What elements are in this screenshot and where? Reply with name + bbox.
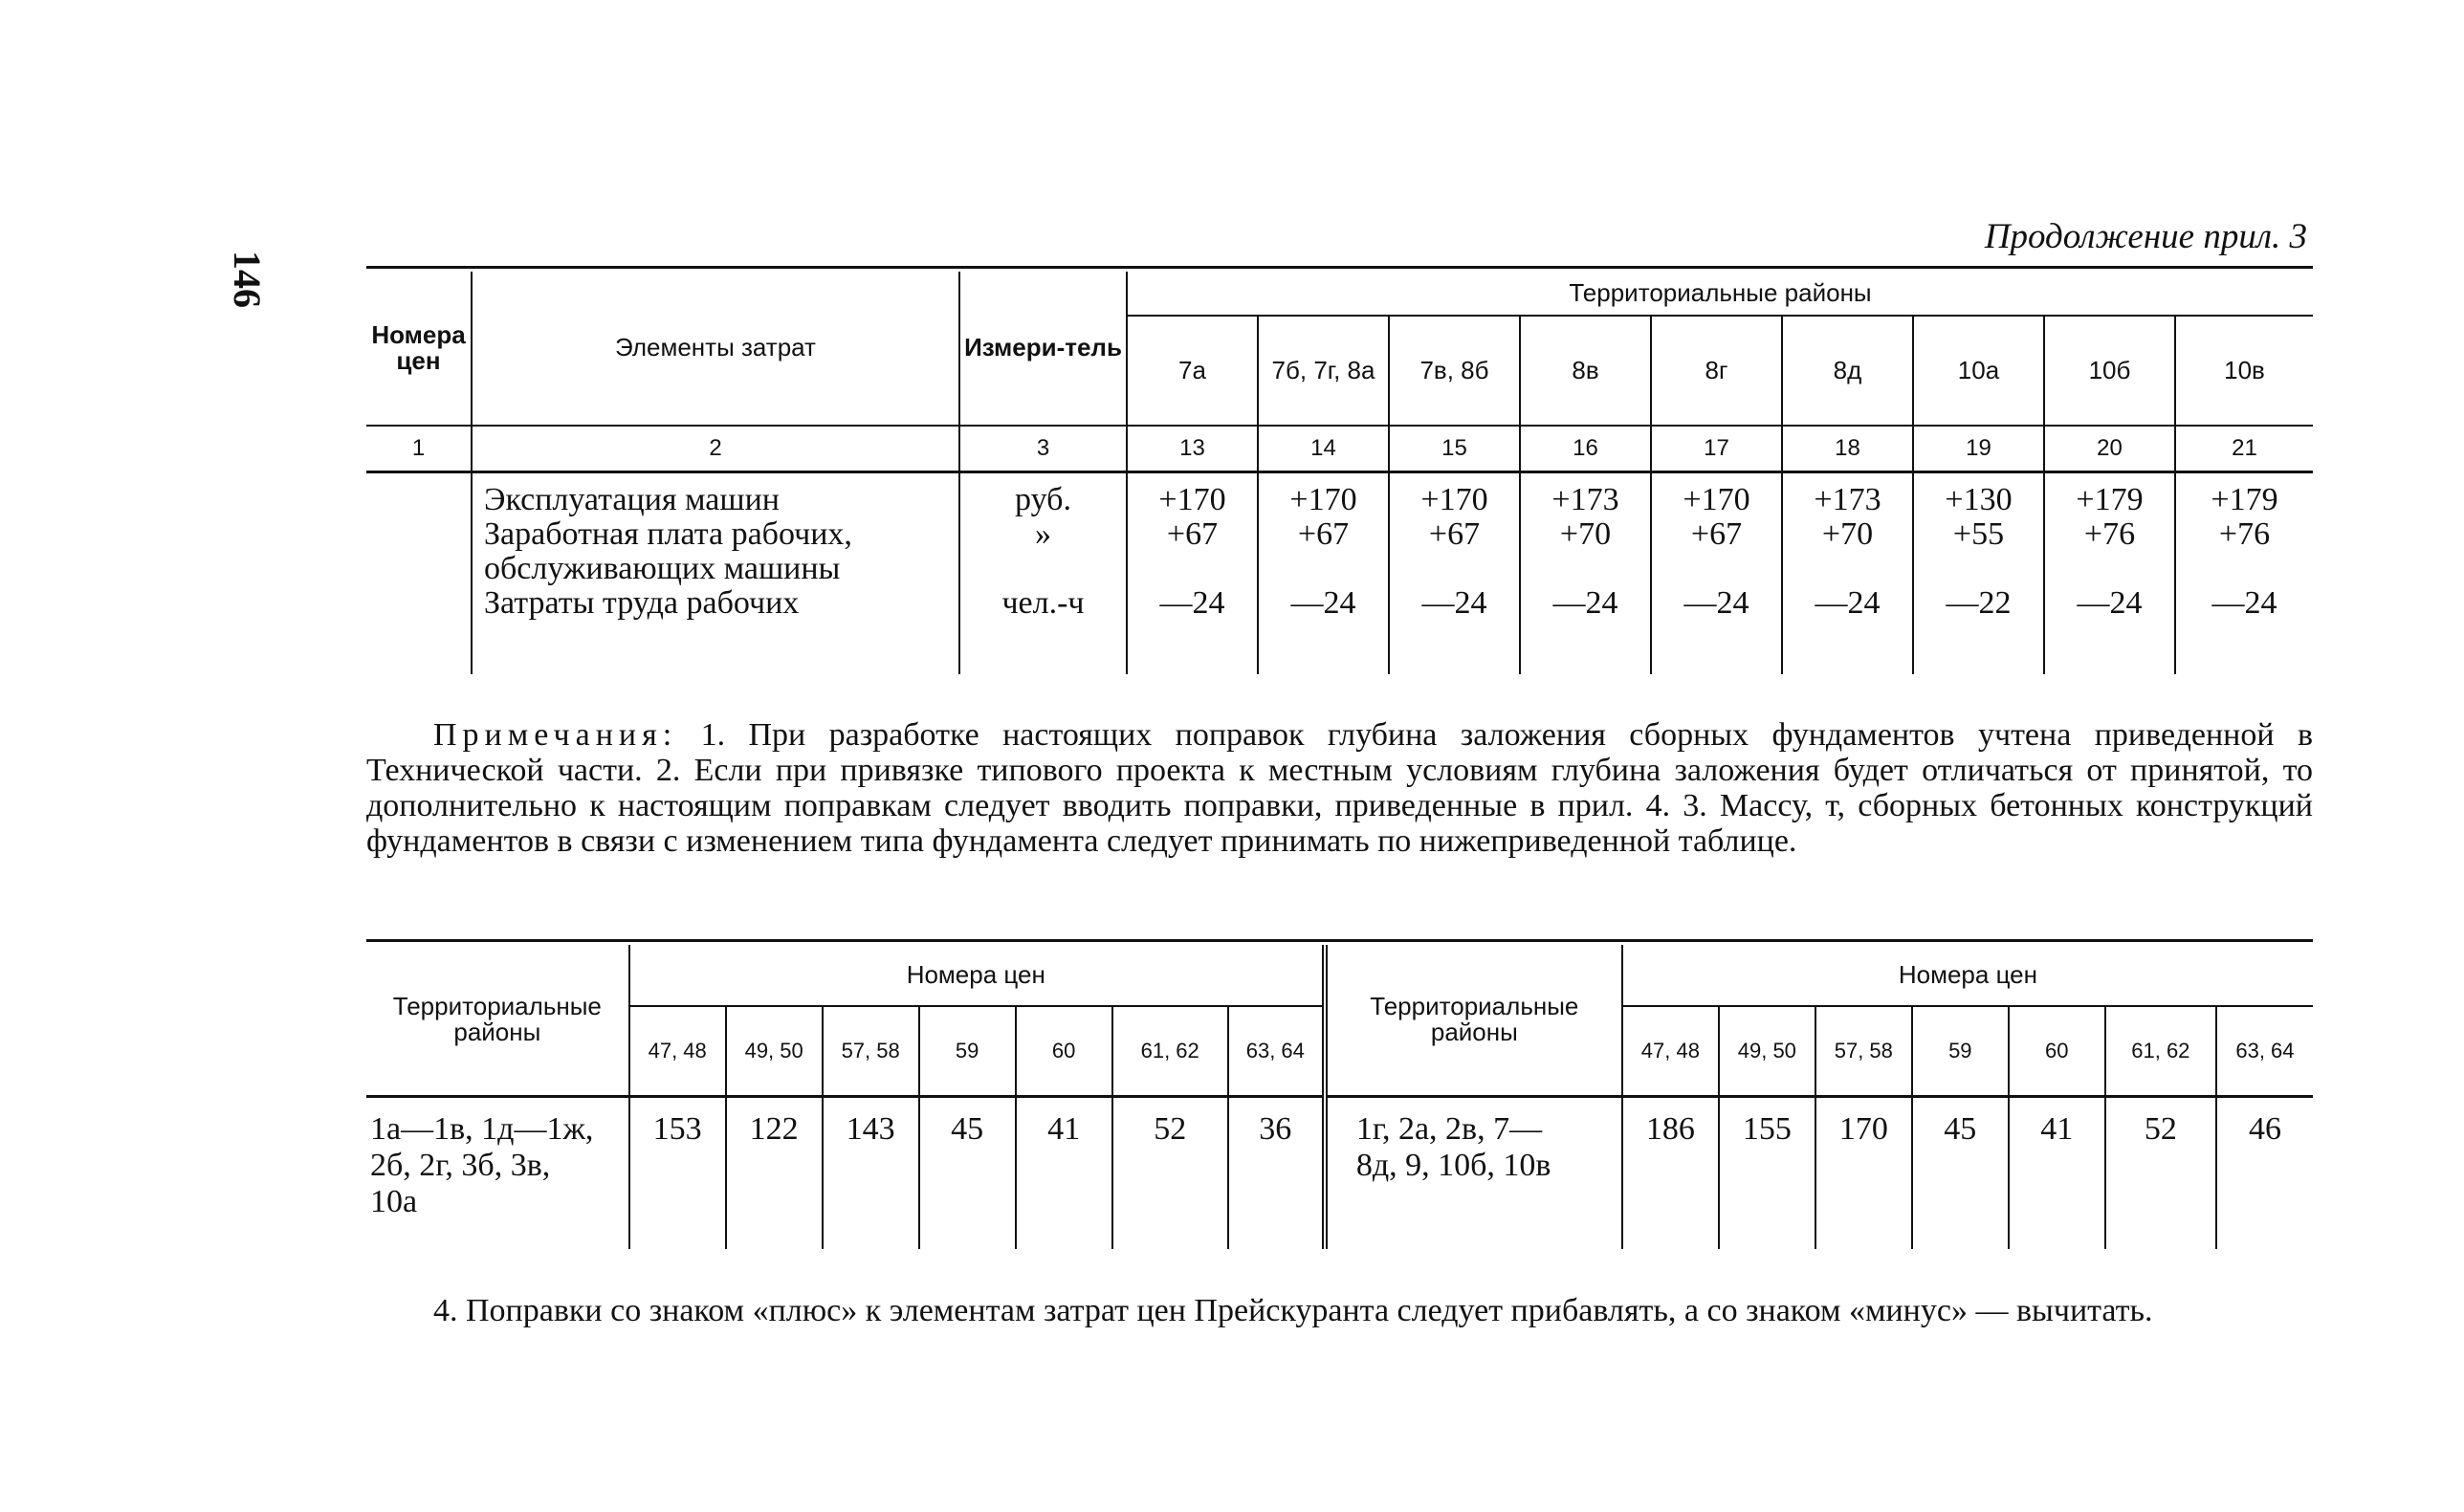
value-operation: +170 [1683,481,1750,517]
region-line: 8д, 9, 10б, 10в [1355,1147,1551,1183]
continuation-label: Продолжение прил. 3 [1984,217,2307,256]
value-labor: —24 [1683,584,1749,621]
unit-row: чел.-ч [1001,584,1085,621]
price-col-right: 63, 64 [2216,1006,2313,1096]
mass-value: 122 [726,1096,823,1249]
col-number: 14 [1258,426,1389,471]
region-line: 1г, 2а, 2в, 7— [1355,1110,1543,1147]
mass-table [366,945,2313,1249]
price-col-left: 57, 58 [823,1006,919,1096]
price-col-left: 49, 50 [726,1006,823,1096]
mass-value: 153 [629,1096,726,1249]
price-col-right: 59 [1912,1006,2009,1096]
region-col-20: 10б [2044,316,2175,426]
units-cell [959,471,1127,674]
value-wages: +76 [2218,515,2271,552]
element-row: Заработная плата рабочих, [484,515,852,552]
mass-value: 170 [1815,1096,1912,1249]
value-operation: +179 [2076,481,2144,517]
region-line: 10а [370,1183,418,1219]
value-operation: +130 [1945,481,2013,517]
values-col-13 [1127,471,1258,674]
price-col-right: 61, 62 [2105,1006,2216,1096]
col-number: 16 [1520,426,1651,471]
header-price-numbers-left: Номера цен [629,945,1325,1006]
region-col-17: 8г [1651,316,1782,426]
col-number: 13 [1127,426,1258,471]
mass-value: 155 [1719,1096,1815,1249]
value-labor: —24 [1815,584,1881,621]
unit-row: руб. [1015,481,1071,517]
value-labor: —24 [2077,584,2143,621]
value-labor: —22 [1946,584,2012,621]
values-col-21 [2175,471,2313,674]
region-col-14: 7б, 7г, 8а [1258,316,1389,426]
mass-value: 46 [2216,1096,2313,1249]
price-number-cell [366,471,472,674]
mass-value: 36 [1228,1096,1325,1249]
col-number: 19 [1913,426,2044,471]
note-4-paragraph: 4. Поправки со знаком «плюс» к элементам затрат цен Прейскуранта следует прибавлять, а со знаком «минус» — вычитать. [433,1293,2153,1328]
value-labor: —24 [1421,584,1487,621]
col-number: 15 [1389,426,1520,471]
values-col-16 [1520,471,1651,674]
price-col-left: 63, 64 [1228,1006,1325,1096]
unit-row [960,552,1126,586]
price-col-left: 61, 62 [1112,1006,1228,1096]
values-col-17 [1651,471,1782,674]
values-col-20 [2044,471,2175,674]
col-number: 17 [1651,426,1782,471]
table2-top-rule [366,939,2313,942]
price-col-right: 49, 50 [1719,1006,1815,1096]
col-number: 21 [2175,426,2313,471]
mass-value: 52 [1112,1096,1228,1249]
value-operation: +179 [2211,481,2278,517]
notes-lead: Примечания: [433,717,678,753]
col-number: 20 [2044,426,2175,471]
value-labor: —24 [1552,584,1618,621]
mass-value: 45 [919,1096,1016,1249]
values-col-19 [1913,471,2044,674]
value-operation: +173 [1814,481,1881,517]
notes-text: 1. При разработке настоящих поправок глубина заложения сборных фундаментов учтена приведенной в Технической части. 2. Если при привязке типового проекта к местным условиям глубина заложения будет отличаться от принятой, то дополнительно к настоящим поправкам следует вводить поправки, приведенные в прил. 4. 3. Массу, т, сборных бетонных конструкций фундаментов в связи с изменением типа фундамента следует принимать по нижеприведенной таблице. [366,717,2314,859]
value-operation: +170 [1158,481,1226,517]
value-labor: —24 [1159,584,1225,621]
region-col-21: 10в [2175,316,2313,426]
price-col-right: 57, 58 [1815,1006,1912,1096]
value-operation: +173 [1551,481,1619,517]
region-line: 2б, 2г, 3б, 3в, [370,1147,551,1183]
col-number: 2 [472,426,959,471]
values-col-14 [1258,471,1389,674]
value-labor: —24 [1290,584,1356,621]
value-operation: +170 [1420,481,1488,517]
region-col-18: 8д [1782,316,1913,426]
region-col-15: 7в, 8б [1389,316,1520,426]
value-wages: +76 [2083,515,2136,552]
value-labor: —24 [2211,584,2277,621]
col-number: 1 [366,426,472,471]
header-unit: Измери-тель [959,272,1127,426]
value-wages: +67 [1166,515,1219,552]
header-price-numbers: Номера цен [371,319,466,375]
values-col-18 [1782,471,1913,674]
region-col-19: 10а [1913,316,2044,426]
col-number: 18 [1782,426,1913,471]
value-wages: +55 [1952,515,2005,552]
header-regions-left: Территориальные районы [366,945,629,1096]
header-price-numbers-right: Номера цен [1622,945,2313,1006]
mass-value: 52 [2105,1096,2216,1249]
mass-value: 41 [1016,1096,1112,1249]
value-operation: +170 [1289,481,1357,517]
regions-left-cell [366,1096,629,1249]
col-number: 3 [959,426,1127,471]
table1-top-rule [366,266,2313,269]
element-row: Эксплуатация машин [484,481,780,517]
element-row: обслуживающих машины [484,550,841,586]
mass-value: 143 [823,1096,919,1249]
price-col-left: 59 [919,1006,1016,1096]
notes-paragraph [366,717,2313,859]
page-number: 146 [226,251,269,308]
value-wages: +67 [1690,515,1743,552]
unit-row: » [1035,515,1051,552]
value-wages: +70 [1559,515,1612,552]
mass-value: 41 [2009,1096,2105,1249]
region-col-16: 8в [1520,316,1651,426]
regions-right-cell [1325,1096,1622,1249]
values-col-15 [1389,471,1520,674]
price-col-left: 47, 48 [629,1006,726,1096]
header-cost-elements: Элементы затрат [472,272,959,426]
header-regions-right: Территориальные районы [1325,945,1622,1096]
mass-value: 45 [1912,1096,2009,1249]
region-line: 1а—1в, 1д—1ж, [370,1110,594,1147]
price-col-right: 60 [2009,1006,2105,1096]
element-row: Затраты труда рабочих [484,584,800,621]
header-regions: Территориальные районы [1127,272,2313,316]
cost-elements-cell [472,471,959,674]
value-wages: +67 [1297,515,1350,552]
value-wages: +67 [1428,515,1481,552]
region-col-13: 7а [1127,316,1258,426]
price-col-right: 47, 48 [1622,1006,1719,1096]
value-wages: +70 [1821,515,1874,552]
mass-value: 186 [1622,1096,1719,1249]
price-col-left: 60 [1016,1006,1112,1096]
cost-elements-table [366,272,2313,674]
